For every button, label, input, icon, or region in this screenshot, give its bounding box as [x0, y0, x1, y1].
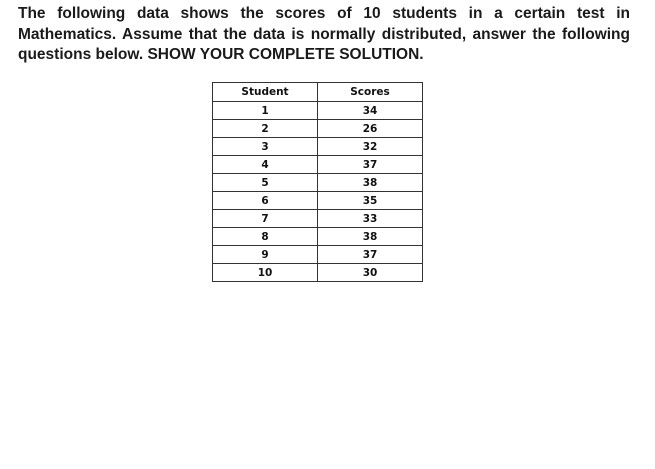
- score-cell: 26: [318, 120, 423, 138]
- score-cell: 32: [318, 138, 423, 156]
- scores-table-container: [212, 82, 423, 282]
- table-header-row: [213, 83, 423, 102]
- table-row: [213, 174, 423, 192]
- student-cell: 9: [213, 246, 318, 264]
- student-cell: 6: [213, 192, 318, 210]
- header-scores: Scores: [318, 83, 423, 102]
- student-cell: 1: [213, 102, 318, 120]
- score-cell: 37: [318, 156, 423, 174]
- table-row: [213, 102, 423, 120]
- score-cell: 34: [318, 102, 423, 120]
- table-row: [213, 264, 423, 282]
- student-cell: 2: [213, 120, 318, 138]
- student-cell: 7: [213, 210, 318, 228]
- problem-statement: [18, 4, 630, 66]
- student-cell: 10: [213, 264, 318, 282]
- table-row: [213, 156, 423, 174]
- table-row: [213, 138, 423, 156]
- table-row: [213, 246, 423, 264]
- score-cell: 33: [318, 210, 423, 228]
- problem-line-2: Mathematics. Assume that the data is normally distributed, answer the following: [18, 25, 630, 43]
- score-cell: 38: [318, 174, 423, 192]
- problem-line-1: The following data shows the scores of 10 students in a certain test in: [18, 5, 630, 22]
- student-cell: 4: [213, 156, 318, 174]
- score-cell: 37: [318, 246, 423, 264]
- problem-line-3: questions below. SHOW YOUR COMPLETE SOLUTION.: [18, 46, 424, 63]
- student-cell: 5: [213, 174, 318, 192]
- header-student: Student: [213, 83, 318, 102]
- score-cell: 30: [318, 264, 423, 282]
- score-cell: 38: [318, 228, 423, 246]
- table-row: [213, 120, 423, 138]
- table-row: [213, 192, 423, 210]
- student-cell: 3: [213, 138, 318, 156]
- scores-table: [212, 82, 423, 282]
- student-cell: 8: [213, 228, 318, 246]
- table-row: [213, 210, 423, 228]
- table-row: [213, 228, 423, 246]
- score-cell: 35: [318, 192, 423, 210]
